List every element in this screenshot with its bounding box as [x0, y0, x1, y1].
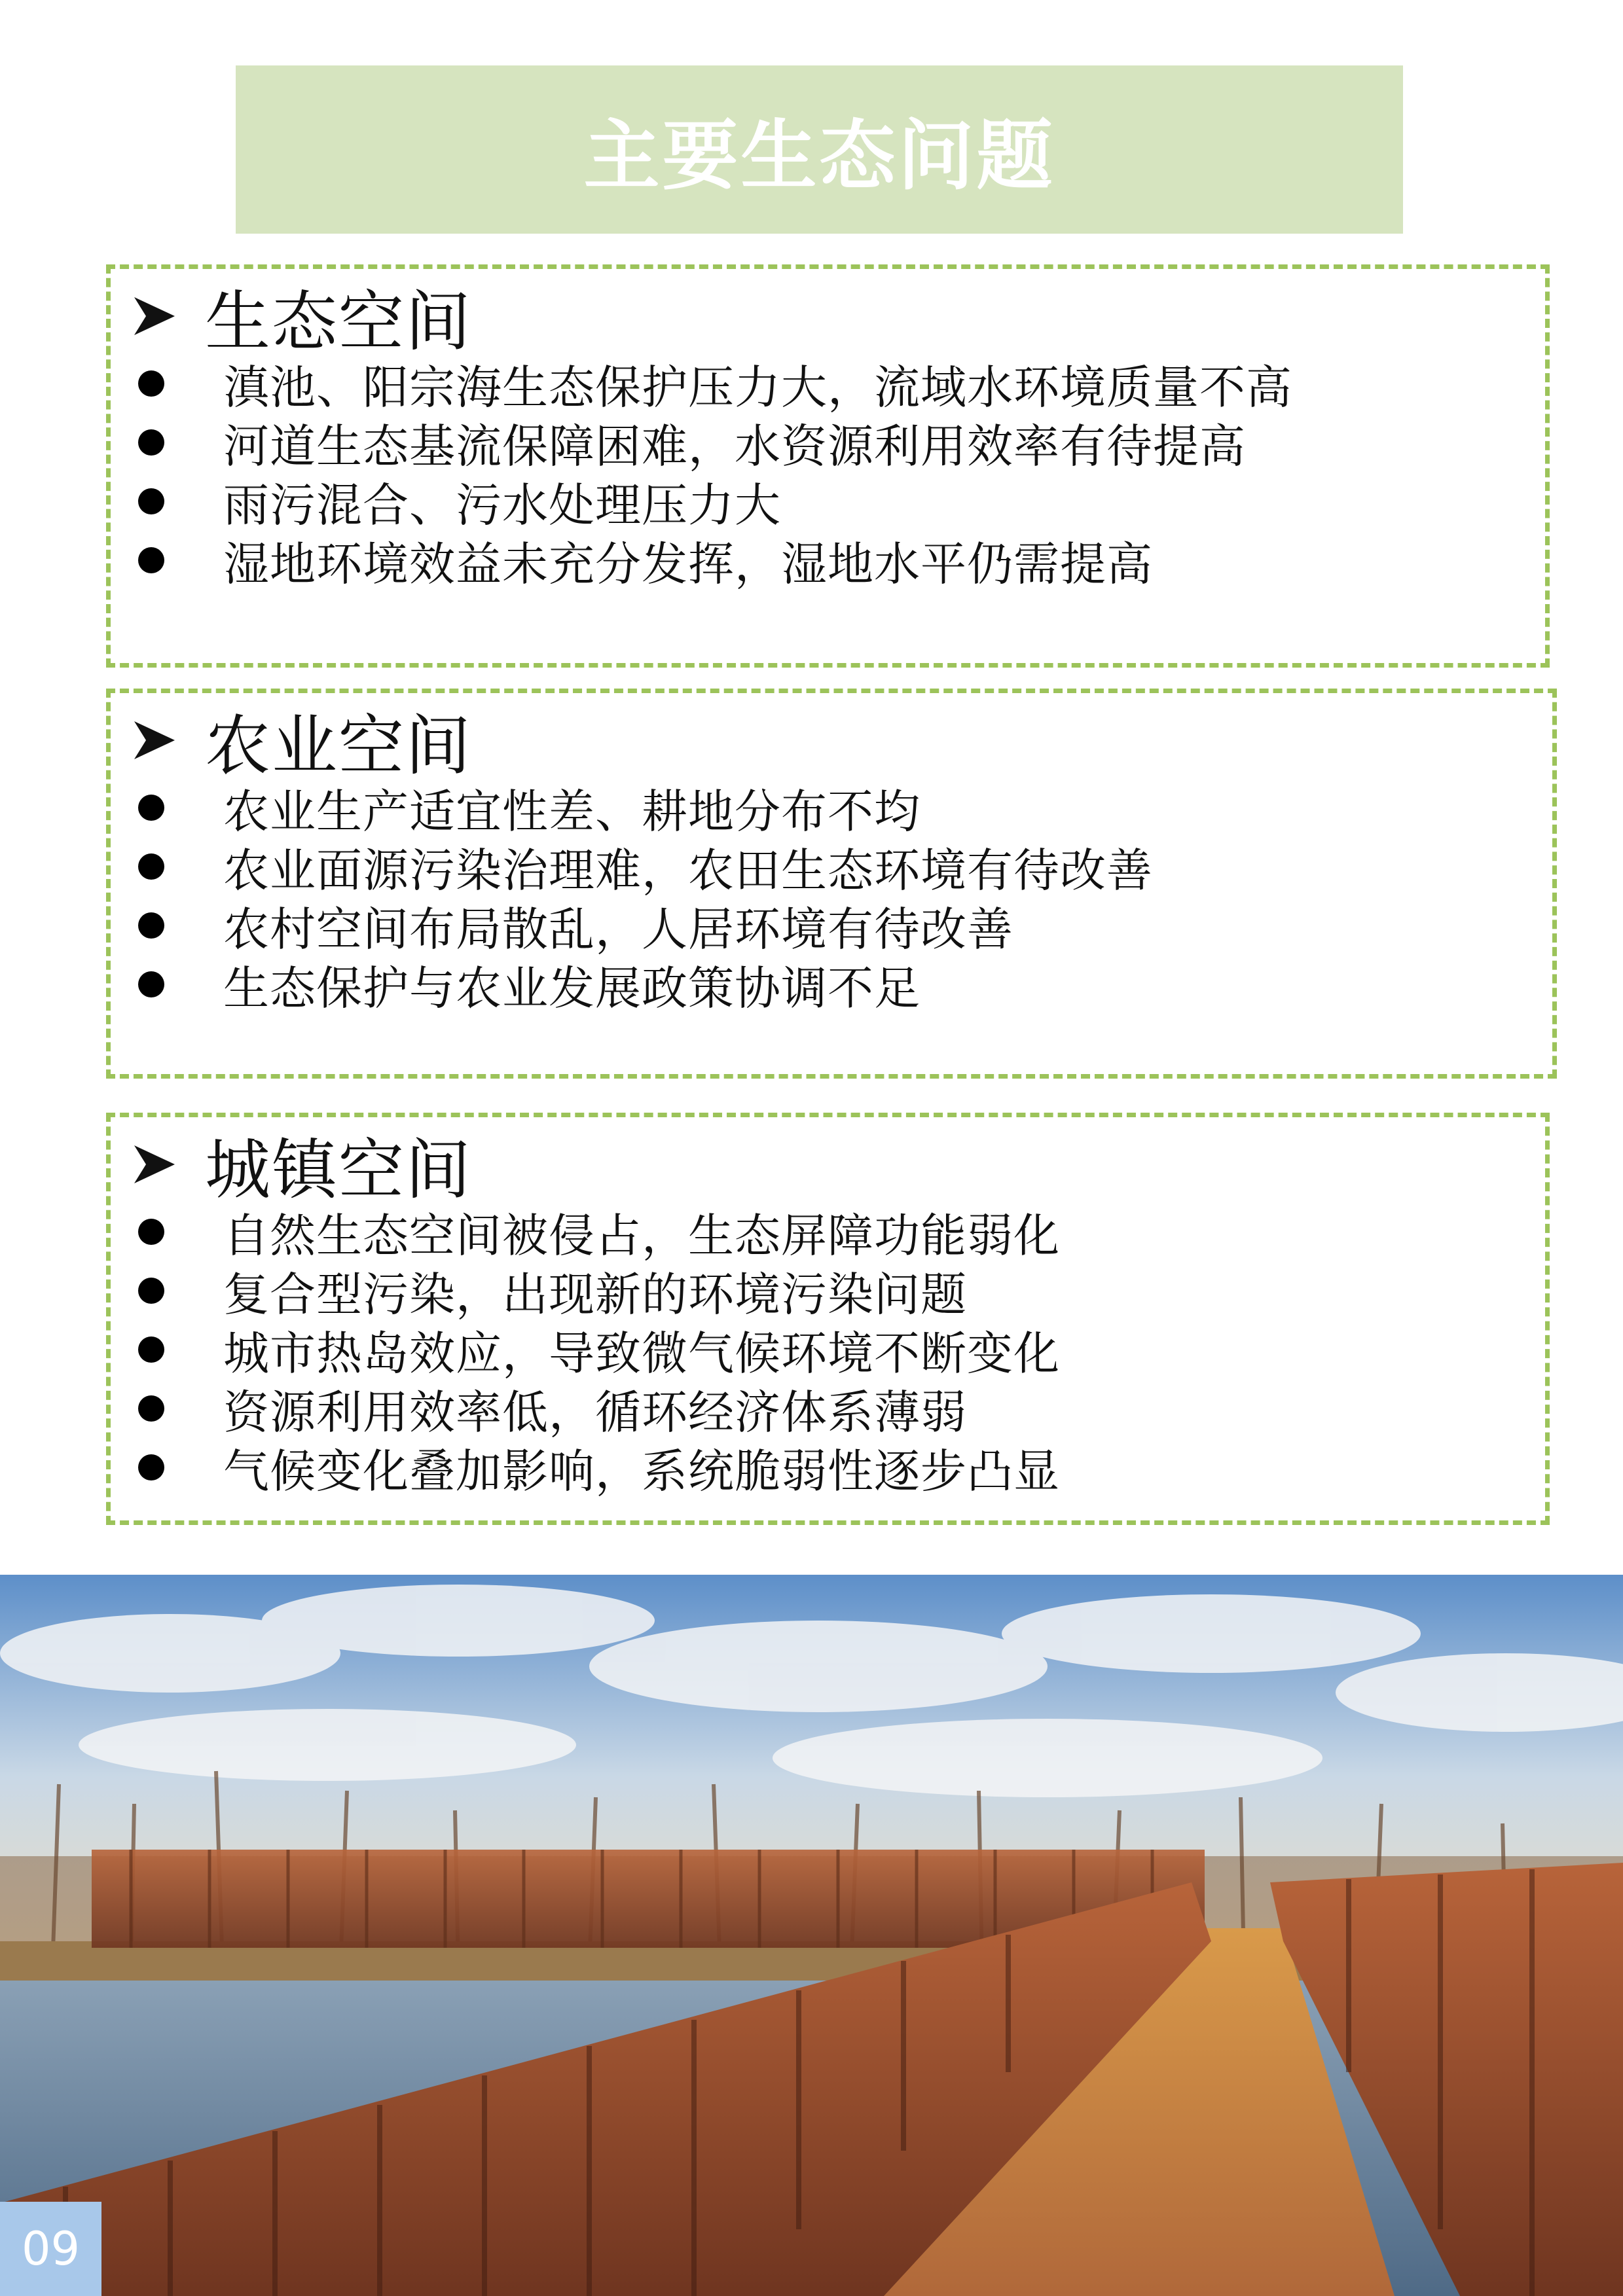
- bullet-icon: [138, 795, 164, 821]
- bullet-icon: [138, 1336, 164, 1363]
- list-item-text: 气候变化叠加影响，系统脆弱性逐步凸显: [223, 1444, 1060, 1498]
- section-header: [132, 1125, 472, 1208]
- list-item: [132, 531, 1292, 590]
- list-item: [132, 413, 1292, 472]
- list-item: [132, 778, 1153, 837]
- section-title: 城镇空间: [205, 1132, 472, 1208]
- list-item-text: 农业面源污染治理难，农田生态环境有待改善: [223, 843, 1153, 897]
- issue-list: [132, 354, 1292, 590]
- list-item: [132, 1379, 1060, 1438]
- list-item-text: 河道生态基流保障困难，水资源利用效率有待提高: [223, 419, 1246, 473]
- list-item-text: 雨污混合、污水处理压力大: [223, 478, 781, 532]
- issue-list: [132, 1202, 1060, 1497]
- page-number-badge: [0, 2202, 101, 2296]
- list-item: [132, 1202, 1060, 1261]
- wetland-boardwalk-photo: [0, 1575, 1623, 2296]
- bullet-icon: [138, 547, 164, 573]
- arrowhead-icon: [132, 717, 177, 763]
- list-item: [132, 1438, 1060, 1497]
- bullet-icon: [138, 1219, 164, 1245]
- section-ecological-space: [106, 264, 1550, 668]
- issue-list: [132, 778, 1153, 1014]
- page-number: 09: [21, 2222, 81, 2276]
- bullet-icon: [138, 971, 164, 997]
- section-urban-space: [106, 1113, 1550, 1525]
- bullet-icon: [138, 853, 164, 880]
- list-item-text: 自然生态空间被侵占，生态屏障功能弱化: [223, 1208, 1060, 1263]
- section-header: [132, 701, 472, 784]
- section-agricultural-space: [106, 689, 1557, 1079]
- list-item-text: 城市热岛效应，导致微气候环境不断变化: [223, 1326, 1060, 1380]
- title-banner: [236, 65, 1403, 234]
- bullet-icon: [138, 912, 164, 939]
- arrowhead-icon: [132, 293, 177, 339]
- list-item: [132, 955, 1153, 1014]
- bullet-icon: [138, 1454, 164, 1480]
- bullet-icon: [138, 370, 164, 397]
- section-title: 农业空间: [205, 708, 472, 784]
- bullet-icon: [138, 429, 164, 456]
- list-item-text: 湿地环境效益未充分发挥，湿地水平仍需提高: [223, 537, 1153, 591]
- page-title: 主要生态问题: [583, 112, 1055, 200]
- list-item: [132, 837, 1153, 896]
- bullet-icon: [138, 488, 164, 514]
- arrowhead-icon: [132, 1141, 177, 1187]
- list-item-text: 资源利用效率低，循环经济体系薄弱: [223, 1385, 967, 1439]
- section-header: [132, 277, 472, 360]
- list-item: [132, 1261, 1060, 1320]
- list-item-text: 生态保护与农业发展政策协调不足: [223, 961, 921, 1015]
- list-item: [132, 896, 1153, 955]
- list-item: [132, 354, 1292, 413]
- section-title: 生态空间: [205, 283, 472, 360]
- list-item-text: 农业生产适宜性差、耕地分布不均: [223, 784, 921, 838]
- list-item: [132, 472, 1292, 531]
- list-item: [132, 1320, 1060, 1379]
- list-item-text: 滇池、阳宗海生态保护压力大，流域水环境质量不高: [223, 360, 1292, 414]
- list-item-text: 农村空间布局散乱，人居环境有待改善: [223, 902, 1013, 956]
- bullet-icon: [138, 1278, 164, 1304]
- bullet-icon: [138, 1395, 164, 1422]
- list-item-text: 复合型污染，出现新的环境污染问题: [223, 1267, 967, 1321]
